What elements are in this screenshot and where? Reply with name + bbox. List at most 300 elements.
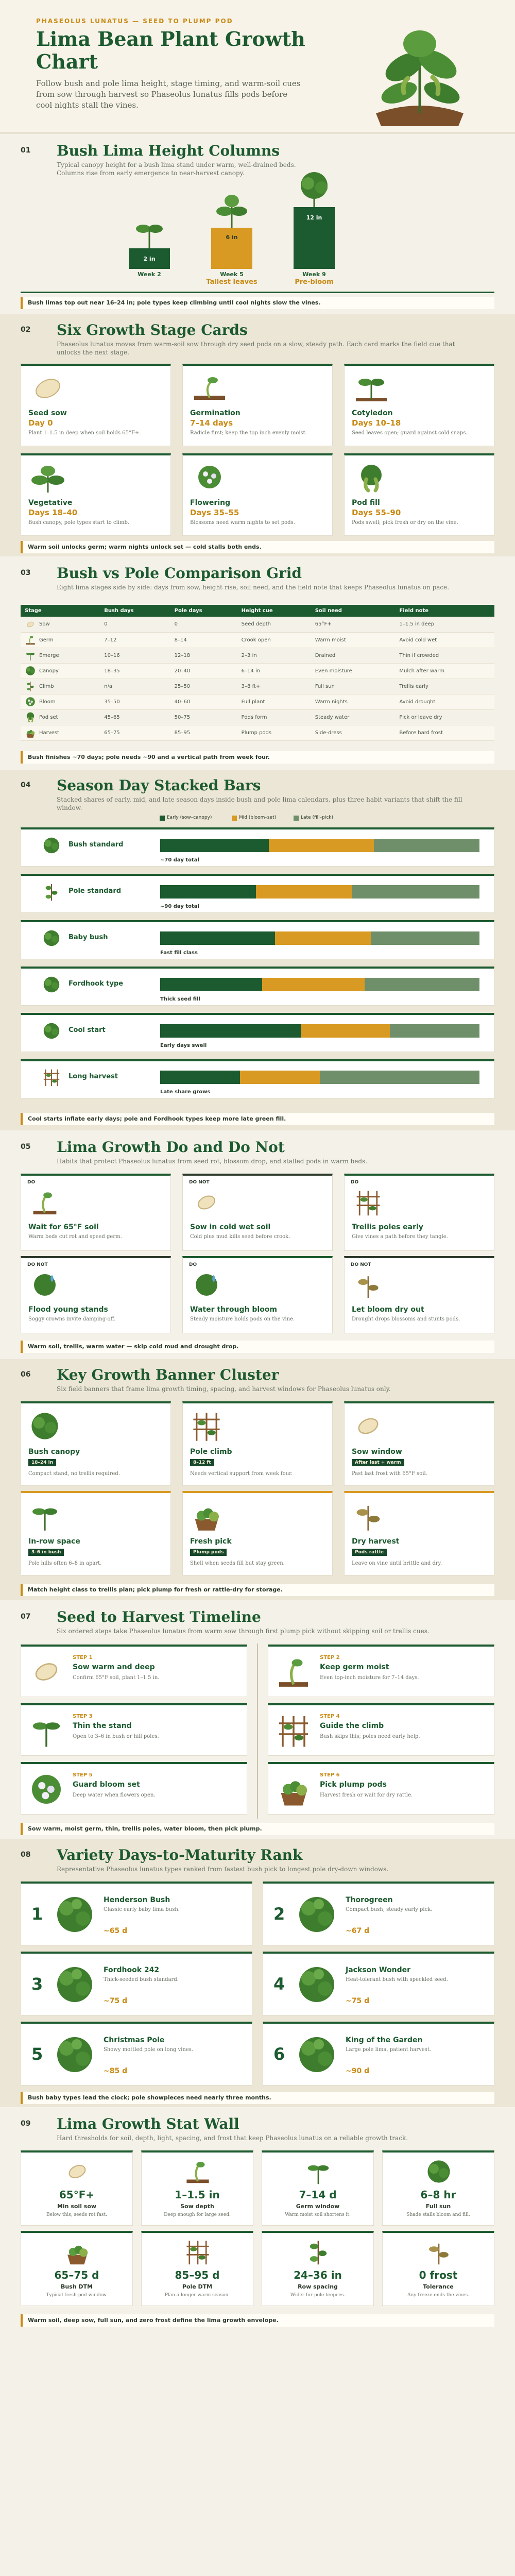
height-column-2 [206, 192, 258, 305]
bar-segment [160, 978, 262, 991]
lima-plant-icon [42, 928, 61, 948]
card-days: 7–14 days [190, 418, 233, 428]
hero-subtitle: Follow bush and pole lima height, stage timing, and warm-soil cues from sow through harvest so Phaseolus lunatus fills pods before cool nights stall the vines. [36, 79, 301, 110]
section-title: Variety Days-to-Maturity Rank [57, 1846, 303, 1863]
step-title: Keep germ moist [320, 1663, 389, 1671]
variety-description: Large pole lima, patient harvest. [346, 2047, 432, 2053]
section-comparison-grid [0, 557, 515, 769]
section-number: 01 [21, 146, 31, 155]
days-to-maturity: ~75 d [104, 1997, 128, 2005]
trellis-icon [276, 1713, 312, 1749]
value-badge: 8–12 ft [190, 1459, 214, 1466]
value-badge: 3–6 in bush [28, 1549, 64, 1556]
card-title: Trellis poles early [352, 1223, 423, 1231]
card-description: Warm beds cut rot and speed germ. [28, 1234, 122, 1240]
table-cell: Avoid cold wet [395, 632, 494, 648]
column-header: Height cue [237, 605, 311, 617]
section-stacked-bars [0, 770, 515, 1130]
section-title: Bush Lima Height Columns [57, 142, 280, 159]
bar-segment [275, 931, 371, 945]
bean-plant-icon [54, 2034, 95, 2075]
section-variety-rank [0, 1839, 515, 2107]
card-description: Needs vertical support from week four. [190, 1471, 293, 1477]
seed-icon [190, 1188, 223, 1217]
section-stat-wall [0, 2108, 515, 2330]
stage-cell [21, 694, 100, 709]
section-stage-cards [0, 314, 515, 556]
timeline-step [21, 1762, 247, 1815]
bar-segment [390, 1024, 479, 1038]
bean-plant-icon [296, 1964, 337, 2005]
bar-segment [160, 885, 256, 899]
bar-segment [365, 978, 479, 991]
rank-number: 3 [31, 1974, 43, 1994]
seedling-icon [129, 212, 170, 248]
table-cell: Avoid drought [395, 694, 494, 709]
table-row [21, 632, 494, 648]
rank-card [263, 2022, 494, 2086]
do-not-tag: DO NOT [189, 1180, 210, 1185]
bar-segment [352, 885, 479, 899]
section-subtitle: Six field banners that frame lima growth timing, spacing, and harvest windows for Phaseolus lunatus only. [57, 1385, 391, 1393]
vine-icon [303, 2238, 334, 2266]
step-number: STEP 3 [73, 1714, 93, 1719]
card-description: Give vines a path before they tangle. [352, 1234, 448, 1240]
stat-card [382, 2231, 494, 2306]
stage-card-vegetative [21, 453, 171, 536]
card-description: Pole hills often 6–8 in apart. [28, 1561, 102, 1566]
bar-segment [160, 839, 269, 852]
card-title: Wait for 65°F soil [28, 1223, 99, 1231]
stage-label-wrap [25, 696, 96, 707]
table-cell: 0 [100, 617, 170, 632]
stage-cell [21, 663, 100, 679]
card-description: Blossoms need warm nights to set pods. [190, 520, 295, 526]
sprout-icon [182, 2158, 213, 2185]
variety-name: Thorogreen [346, 1896, 393, 1904]
stat-value: 65–75 d [54, 2269, 99, 2281]
legend-label: Early (sow–canopy) [167, 815, 212, 820]
harvest-icon [276, 1771, 312, 1807]
stat-value: 1–1.5 in [175, 2189, 220, 2201]
section-footnote: Cool starts inflate early days; pole and Fordhook types keep more late green fill. [21, 1113, 494, 1125]
table-cell: Thin if crowded [395, 648, 494, 663]
days-to-maturity: ~67 d [346, 1927, 370, 1935]
stat-description: Any freeze ends the vines. [407, 2293, 469, 2298]
stat-value: 6–8 hr [420, 2189, 456, 2201]
table-row [21, 648, 494, 663]
step-description: Even top-inch moisture for 7–14 days. [320, 1675, 419, 1681]
week-label: Week 5 [220, 271, 244, 278]
card-title: Sow in cold wet soil [190, 1223, 271, 1231]
card-description: Plant 1–1.5 in deep when soil holds 65°F+. [28, 430, 141, 436]
section-subtitle: Six ordered steps take Phaseolus lunatus from warm sow through first plump pick without skipping soil or trellis cues. [57, 1628, 430, 1635]
section-number: 04 [21, 781, 31, 789]
table-cell: 25–50 [170, 679, 237, 694]
table-row [21, 617, 494, 632]
card-title: Fresh pick [190, 1537, 232, 1546]
card-title: Let bloom dry out [352, 1306, 424, 1314]
bean-plant-icon [54, 1964, 95, 2005]
legend-swatch [232, 816, 237, 821]
stat-label: Bush DTM [60, 2283, 93, 2290]
section-subtitle: Hard thresholds for soil, depth, light, spacing, and frost that keep Phaseolus lunatus on a reliable growth track. [57, 2134, 408, 2142]
bush-plant-icon [294, 171, 335, 207]
stage-label-wrap [25, 711, 96, 723]
timeline-step [268, 1645, 494, 1697]
days-to-maturity: ~85 d [104, 2067, 128, 2075]
rank-card [21, 2022, 252, 2086]
week-label: Week 2 [138, 271, 161, 278]
section-footnote: Bush limas top out near 16–24 in; pole types keep climbing until cool nights slow the vines. [21, 297, 494, 309]
card-description: Drought drops blossoms and stunts pods. [352, 1316, 460, 1322]
rank-number: 2 [273, 1904, 285, 1924]
stage-label-wrap [25, 634, 96, 646]
bar-category-label: Fordhook type [68, 980, 124, 988]
timeline-spine [257, 1643, 258, 1819]
variety-name: Jackson Wonder [346, 1966, 411, 1974]
lima-plant-icon [42, 975, 61, 994]
stacked-bar-row [21, 1059, 494, 1098]
column-header: Soil need [311, 605, 396, 617]
section-number: 05 [21, 1143, 31, 1151]
banner-card [344, 1401, 494, 1486]
table-cell: Before hard frost [395, 725, 494, 740]
bar-segment [301, 1024, 390, 1038]
stage-cell [21, 679, 100, 694]
bar-category-label: Bush standard [68, 841, 124, 849]
table-cell: Full sun [311, 679, 396, 694]
stage-card-germination [182, 364, 333, 446]
rank-card [21, 1952, 252, 2015]
table-cell: 45–65 [100, 709, 170, 725]
legend-label: Mid (bloom–set) [239, 815, 277, 820]
card-description: Bush canopy, pole types start to climb. [28, 520, 130, 526]
seedling-icon [28, 1713, 64, 1749]
step-title: Thin the stand [73, 1722, 132, 1730]
stacked-bar-row [21, 827, 494, 867]
timeline-step [268, 1703, 494, 1756]
value-badge: Plump pods [190, 1549, 227, 1556]
stat-label: Min soil sow [57, 2203, 97, 2210]
flower-icon [28, 1771, 64, 1807]
table-cell: 2–3 in [237, 648, 311, 663]
vine-icon [25, 681, 36, 692]
bar-segment [320, 1071, 479, 1084]
section-title: Lima Growth Do and Do Not [57, 1139, 285, 1156]
water-icon [190, 1270, 223, 1299]
table-row [21, 663, 494, 679]
table-cell: Full plant [237, 694, 311, 709]
card-title: Flowering [190, 499, 231, 507]
stage-name: Canopy [39, 668, 59, 674]
section-title: Six Growth Stage Cards [57, 321, 248, 338]
card-description: Leave on vine until brittle and dry. [352, 1561, 442, 1566]
height-bar [211, 228, 252, 269]
height-value: 2 in [143, 256, 156, 262]
stat-description: Plan a longer warm season. [164, 2293, 230, 2298]
section-number: 09 [21, 2120, 31, 2128]
height-column-1 [124, 212, 175, 305]
section-footnote: Bush baby types lead the clock; pole showpieces need nearly three months. [21, 2092, 494, 2104]
bar-caption: ~90 day total [160, 904, 199, 909]
section-title: Bush vs Pole Comparison Grid [57, 565, 302, 582]
bush-icon [28, 1410, 61, 1443]
bar-segment [371, 931, 479, 945]
bush-icon [25, 665, 36, 676]
table-header-row [21, 605, 494, 617]
stage-card-cotyledon [344, 364, 494, 446]
week-note: Pre-bloom [295, 278, 334, 286]
do-dont-card [182, 1256, 333, 1333]
card-days: Days 18–40 [28, 508, 78, 517]
bar-category-label: Pole standard [68, 887, 122, 895]
bar-segment [160, 1024, 301, 1038]
table-cell: 20–40 [170, 663, 237, 679]
step-description: Open to 3–6 in bush or hill poles. [73, 1734, 159, 1739]
card-title: Pod fill [352, 499, 380, 507]
young-plant-icon [211, 192, 252, 228]
do-tag: DO [27, 1180, 36, 1185]
seed-icon [27, 372, 68, 403]
seedling-icon [28, 1499, 61, 1532]
section-height-columns [0, 135, 515, 313]
card-title: Germination [190, 409, 241, 417]
stat-label: Row spacing [298, 2283, 338, 2290]
stage-cell [21, 725, 100, 740]
section-subtitle: Phaseolus lunatus moves from warm-soil sow through dry seed pods on a slow, steady path. Each card marks the field cue that unlocks the next stage. [57, 341, 455, 356]
days-to-maturity: ~90 d [346, 2067, 370, 2075]
card-description: Steady moisture holds pods on the vine. [190, 1316, 295, 1322]
stat-description: Shade stalls bloom and fill. [406, 2212, 470, 2217]
section-subtitle: Eight lima stages side by side: days from sow, height rise, soil need, and the field note that keeps Phaseolus lunatus on pace. [57, 584, 450, 591]
variety-description: Thick-seeded bush standard. [104, 1977, 179, 1982]
stat-description: Below this, seeds rot fast. [46, 2212, 107, 2217]
stacked-bar [160, 1024, 479, 1038]
section-number: 06 [21, 1370, 31, 1379]
do-dont-card [21, 1256, 171, 1333]
table-cell: Side-dress [311, 725, 396, 740]
ground-line [21, 292, 494, 293]
stage-card-seed-sow [21, 364, 171, 446]
table-row [21, 694, 494, 709]
variety-description: Heat-tolerant bush with speckled seed. [346, 1977, 448, 1982]
table-row [21, 709, 494, 725]
stat-description: Wider for pole teepees. [290, 2293, 346, 2298]
stat-description: Warm moist soil shortens it. [285, 2212, 351, 2217]
table-cell: Pick or leave dry [395, 709, 494, 725]
leafy-plant-icon [27, 462, 68, 493]
stat-value: 7–14 d [299, 2189, 337, 2201]
section-banner-cluster [0, 1359, 515, 1600]
stage-name: Harvest [39, 730, 59, 736]
banner-card [21, 1401, 171, 1486]
height-value: 12 in [306, 214, 322, 221]
stage-card-pod-fill [344, 453, 494, 536]
sprout-icon [25, 634, 36, 646]
hero-kicker: PHASEOLUS LUNATUS — SEED TO PLUMP POD [36, 18, 233, 25]
table-cell: 1–1.5 in deep [395, 617, 494, 632]
stat-card [262, 2150, 374, 2226]
variety-name: Henderson Bush [104, 1896, 170, 1904]
stage-label-wrap [25, 619, 96, 630]
card-description: Cold plus mud kills seed before crook. [190, 1234, 290, 1240]
stage-name: Germ [39, 637, 54, 643]
pod-icon [351, 462, 392, 493]
stat-label: Full sun [425, 2203, 451, 2210]
sprout-icon [28, 1188, 61, 1217]
seed-icon [28, 1654, 64, 1690]
banner-card [21, 1491, 171, 1575]
bar-segment [374, 839, 479, 852]
days-to-maturity: ~75 d [346, 1997, 370, 2005]
section-footnote: Warm soil unlocks germ; warm nights unlock set — cold stalls both ends. [21, 541, 494, 553]
stage-cell [21, 648, 100, 663]
section-subtitle: Habits that protect Phaseolus lunatus from seed rot, blossom drop, and stalled pods in warm beds. [57, 1158, 367, 1165]
bar-segment [160, 931, 275, 945]
section-title: Season Day Stacked Bars [57, 777, 261, 794]
bar-caption: Late share grows [160, 1089, 211, 1095]
stat-label: Sow depth [180, 2203, 214, 2210]
step-title: Guard bloom set [73, 1781, 140, 1789]
stage-cell [21, 709, 100, 725]
table-cell: Warm nights [311, 694, 396, 709]
height-bar [294, 207, 335, 269]
stage-label-wrap [25, 681, 96, 692]
step-description: Confirm 65°F soil, plant 1–1.5 in. [73, 1675, 160, 1681]
stat-label: Germ window [296, 2203, 340, 2210]
do-tag: DO [189, 1262, 197, 1267]
stage-label-wrap [25, 665, 96, 676]
section-subtitle: Typical canopy height for a bush lima stand under warm, well-drained beds. Columns rise from early emergence to near-harvest canopy. [57, 161, 296, 177]
table-cell: Pods form [237, 709, 311, 725]
stacked-bar [160, 839, 479, 852]
height-bar [129, 248, 170, 269]
stage-label-wrap [25, 727, 96, 738]
bar-segment [269, 839, 374, 852]
table-cell: 65°F+ [311, 617, 396, 632]
stage-card-flowering [182, 453, 333, 536]
legend-swatch [160, 816, 165, 821]
stat-value: 0 frost [419, 2269, 458, 2281]
dry-icon [352, 1499, 385, 1532]
step-title: Pick plump pods [320, 1781, 387, 1789]
trellis-icon [182, 2238, 213, 2266]
stat-description: Typical fresh-pod window. [46, 2293, 108, 2298]
column-header: Pole days [170, 605, 237, 617]
banner-card [344, 1491, 494, 1575]
trellis-icon [190, 1410, 223, 1443]
card-title: Flood young stands [28, 1306, 108, 1314]
pod-icon [25, 711, 36, 723]
height-value: 6 in [226, 234, 238, 241]
step-description: Deep water when flowers open. [73, 1792, 156, 1798]
timeline-step [268, 1762, 494, 1815]
stat-label: Tolerance [423, 2283, 454, 2290]
value-badge: Pods rattle [352, 1549, 387, 1556]
stacked-bar-row [21, 967, 494, 1006]
stage-label-wrap [25, 650, 96, 661]
stat-card [141, 2150, 253, 2226]
do-dont-card [344, 1174, 494, 1251]
lima-plant-illustration [355, 10, 484, 129]
comparison-table [21, 605, 494, 741]
card-days: Days 35–55 [190, 508, 239, 517]
card-description: Seed leaves open; guard against cold snaps. [352, 430, 468, 436]
step-number: STEP 5 [73, 1772, 93, 1778]
stacked-bar-row [21, 874, 494, 913]
do-tag: DO [351, 1180, 359, 1185]
step-number: STEP 2 [320, 1655, 340, 1660]
rank-number: 5 [31, 2044, 43, 2064]
table-cell: 7–12 [100, 632, 170, 648]
section-subtitle: Representative Phaseolus lunatus types ranked from fastest bush pick to longest pole dry-down windows. [57, 1866, 389, 1873]
table-row [21, 725, 494, 740]
stat-card [21, 2231, 133, 2306]
legend-swatch [294, 816, 299, 821]
lima-plant-icon [42, 882, 61, 902]
hero-header [0, 0, 515, 134]
seed-icon [352, 1410, 385, 1443]
section-title: Lima Growth Stat Wall [57, 2115, 239, 2132]
bar-segment [262, 978, 364, 991]
value-badge: After last + warm [352, 1459, 404, 1466]
sprout-icon [276, 1654, 312, 1690]
stat-value: 24–36 in [294, 2269, 342, 2281]
table-cell: 3–8 ft+ [237, 679, 311, 694]
column-header: Bush days [100, 605, 170, 617]
step-title: Sow warm and deep [73, 1663, 155, 1671]
table-cell: 12–18 [170, 648, 237, 663]
sprout-icon [189, 372, 230, 403]
bean-plant-icon [296, 1894, 337, 1935]
card-title: Sow window [352, 1448, 402, 1456]
rank-card [263, 1882, 494, 1945]
flower-icon [189, 462, 230, 493]
section-footnote: Warm soil, deep sow, full sun, and zero frost define the lima growth envelope. [21, 2314, 494, 2327]
do-dont-card [21, 1174, 171, 1251]
variety-name: Fordhook 242 [104, 1966, 160, 1974]
harvest-icon [62, 2238, 93, 2266]
step-number: STEP 1 [73, 1655, 93, 1660]
table-cell: Crook open [237, 632, 311, 648]
bar-segment [256, 885, 352, 899]
lima-plant-icon [42, 1021, 61, 1041]
section-subtitle: Stacked shares of early, mid, and late season days inside bush and pole lima calendars, plus three habit variants that shift the fill window. [57, 796, 462, 811]
height-column-3 [288, 171, 340, 305]
step-number: STEP 6 [320, 1772, 340, 1778]
table-cell: 10–16 [100, 648, 170, 663]
seed-icon [62, 2158, 93, 2185]
stacked-bar [160, 1071, 479, 1084]
card-title: Bush canopy [28, 1448, 80, 1456]
cotyledon-icon [351, 372, 392, 403]
table-cell: 50–75 [170, 709, 237, 725]
trellis-icon [352, 1188, 385, 1217]
bar-category-label: Long harvest [68, 1073, 118, 1080]
variety-description: Classic early baby lima bush. [104, 1907, 180, 1912]
step-number: STEP 4 [320, 1714, 340, 1719]
step-description: Bush skips this; poles need early help. [320, 1734, 420, 1739]
lima-plant-icon [42, 1067, 61, 1087]
stat-card [382, 2150, 494, 2226]
card-title: Vegetative [28, 499, 73, 507]
section-footnote: Bush finishes ~70 days; pole needs ~90 and a vertical path from week four. [21, 751, 494, 764]
table-cell: Seed depth [237, 617, 311, 632]
table-cell: n/a [100, 679, 170, 694]
stage-name: Climb [39, 683, 54, 689]
table-cell: 8–14 [170, 632, 237, 648]
